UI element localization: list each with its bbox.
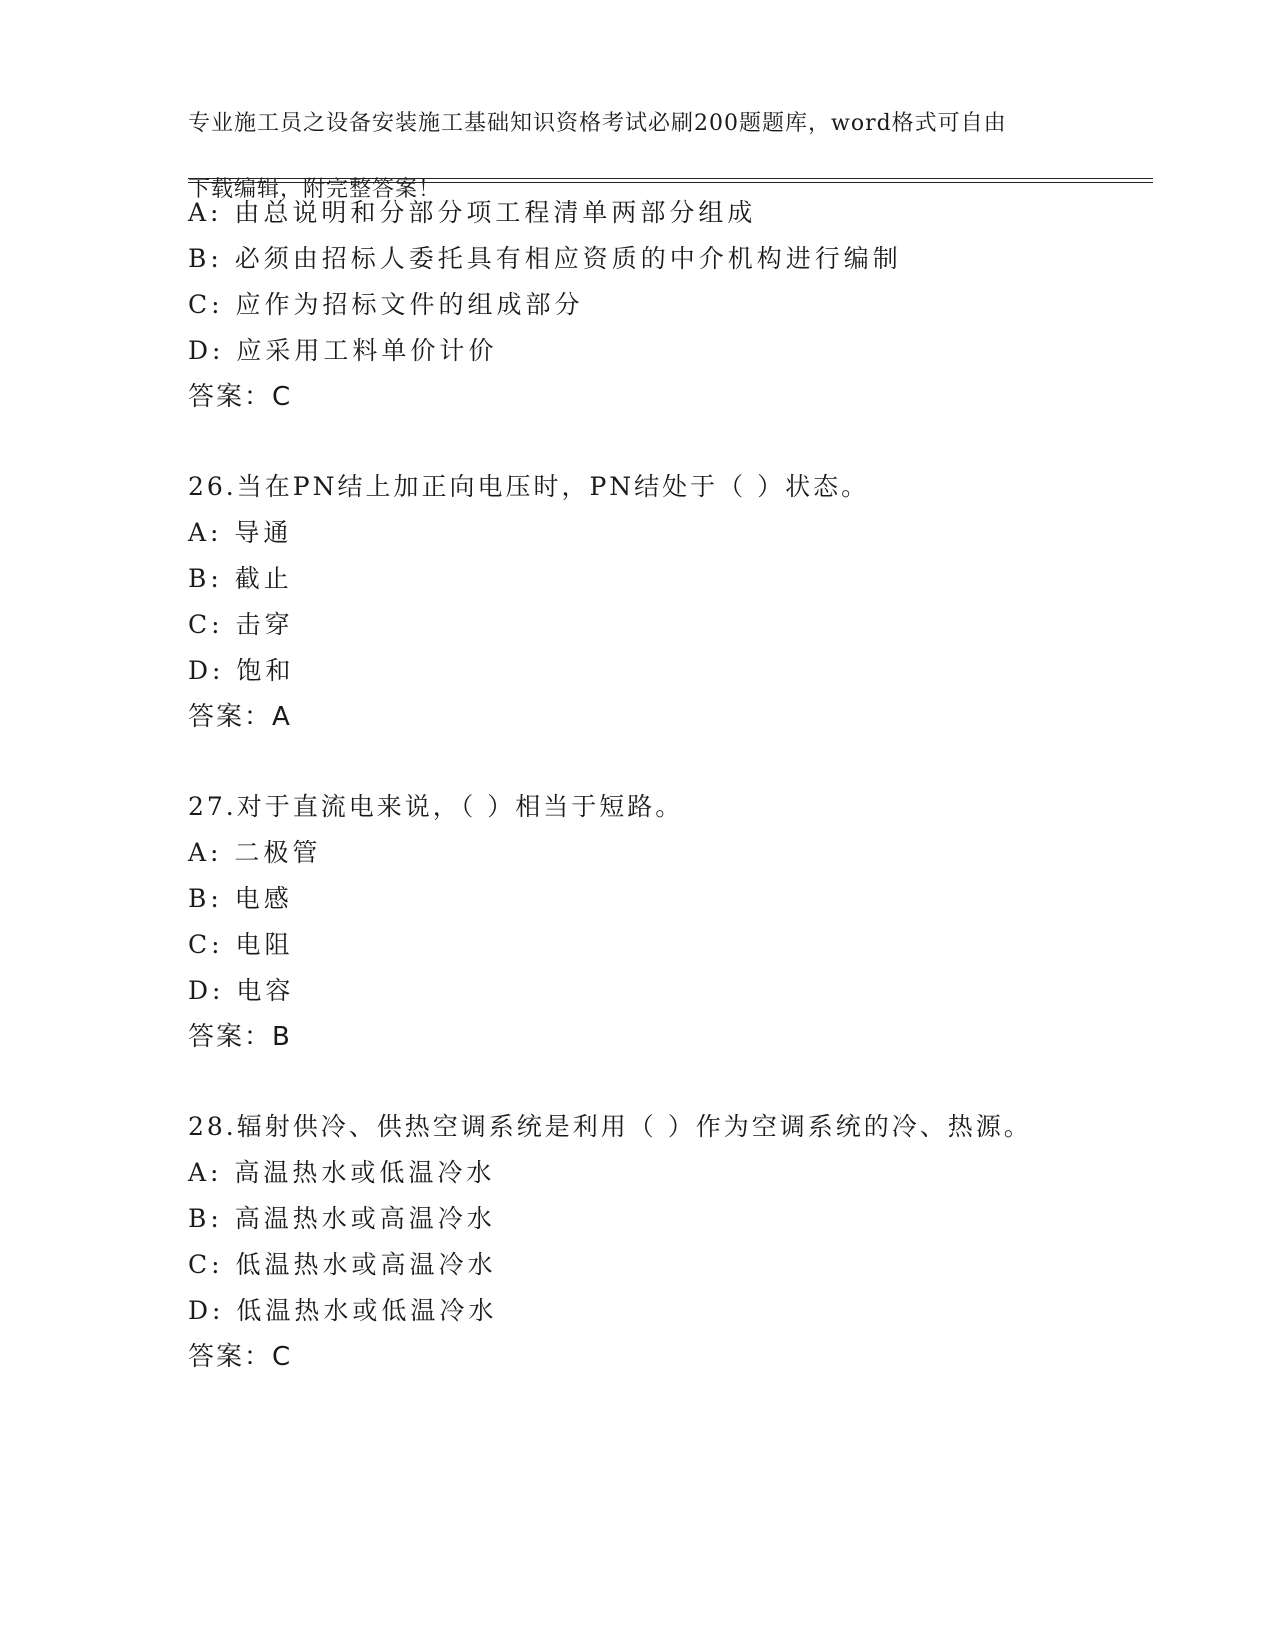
- option-d: D: 饱和: [188, 656, 295, 685]
- question-block-26: [188, 464, 1148, 740]
- option-b: B: 截止: [188, 564, 293, 593]
- option-a: A: 高温热水或低温冷水: [188, 1158, 496, 1187]
- header-divider-bottom: [188, 182, 1153, 183]
- option-d: D: 应采用工料单价计价: [188, 336, 498, 365]
- option-c: C: 电阻: [188, 930, 294, 959]
- answer-line: 答案：C: [188, 1342, 293, 1372]
- question-block-27: [188, 784, 1148, 1060]
- option-c: C: 应作为招标文件的组成部分: [188, 290, 584, 319]
- answer-line: 答案：B: [188, 1022, 292, 1052]
- header-divider-top: [188, 178, 1153, 179]
- answer-line: 答案：A: [188, 702, 292, 732]
- question-block-25: [188, 190, 1148, 420]
- option-a: A: 由总说明和分部分项工程清单两部分组成: [188, 198, 757, 227]
- question-list: [188, 190, 1148, 1380]
- option-b: B: 电感: [188, 884, 293, 913]
- header-line-1: 专业施工员之设备安装施工基础知识资格考试必刷200题题库，word格式可自由: [188, 111, 1007, 136]
- option-d: D: 电容: [188, 976, 295, 1005]
- block-spacer: [188, 420, 1148, 464]
- option-a: A: 导通: [188, 518, 293, 547]
- header-line-2: 下载编辑，附完整答案！: [188, 177, 442, 202]
- option-d: D: 低温热水或低温冷水: [188, 1296, 498, 1325]
- option-c: C: 击穿: [188, 610, 294, 639]
- answer-line: 答案：C: [188, 382, 293, 412]
- question-block-28: [188, 1104, 1148, 1380]
- question-text: 28.辐射供冷、供热空调系统是利用（ ）作为空调系统的冷、热源。: [188, 1112, 1032, 1141]
- block-spacer: [188, 740, 1148, 784]
- question-text: 26.当在PN结上加正向电压时，PN结处于（ ）状态。: [188, 472, 870, 501]
- option-c: C: 低温热水或高温冷水: [188, 1250, 497, 1279]
- option-b: B: 必须由招标人委托具有相应资质的中介机构进行编制: [188, 244, 902, 273]
- option-a: A: 二极管: [188, 838, 322, 867]
- question-text: 27.对于直流电来说，（ ）相当于短路。: [188, 792, 684, 821]
- block-spacer: [188, 1060, 1148, 1104]
- option-b: B: 高温热水或高温冷水: [188, 1204, 496, 1233]
